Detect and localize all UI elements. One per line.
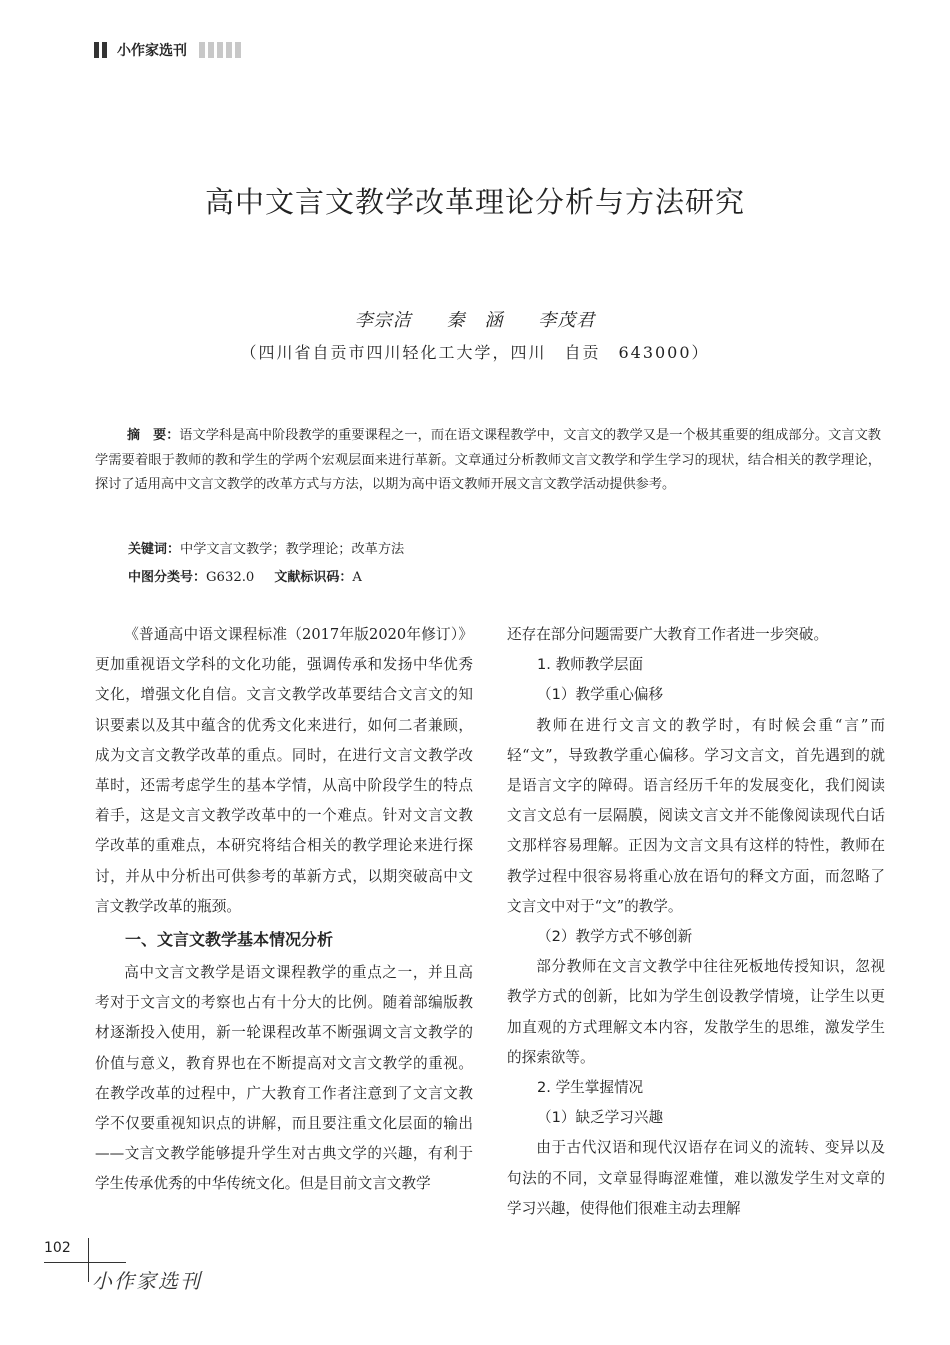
author-2: 秦 涵 [446,310,504,331]
keywords-label: 关键词： [128,542,181,557]
footer-rule [44,1262,126,1263]
subsection-1-2-paragraph: 部分教师在文言文教学中往往死板地传授知识，忽视教学方式的创新，比如为学生创设教学情境，让学生以更加直观的方式理解文本内容，发散学生的思维，激发学生的探索欲等。 [507,958,885,1066]
affiliation: （四川省自贡市四川轻化工大学，四川 自贡 643000） [240,343,710,362]
footer-logo: 小作家选刊 [92,1269,202,1293]
keywords [128,538,404,557]
header-light-bars [199,42,241,58]
keywords-text: 中学文言文教学；教学理论；改革方法 [180,542,405,557]
continuation-paragraph: 还存在部分问题需要广大教育工作者进一步突破。 [507,626,829,643]
author-1: 李宗洁 [354,310,412,331]
abstract [95,424,881,498]
author-list [0,306,950,332]
left-column [95,620,473,1200]
clc-value: G632.0 [206,570,255,585]
footer-vertical-rule [88,1238,89,1282]
page-number: 102 [44,1240,71,1256]
section-1-heading: 一、文言文教学基本情况分析 [125,930,334,950]
header-dark-bars [94,42,107,58]
doc-code-value: A [352,570,362,585]
abstract-label: 摘 要： [127,428,180,443]
classification [128,566,362,585]
running-header [94,40,241,60]
subsection-1-heading: 1. 教师教学层面 [537,656,644,674]
section-1-paragraph: 高中文言文教学是语文课程教学的重点之一，并且高考对于文言文的考察也占有十分大的比例。随着部编版教材逐渐投入使用，新一轮课程改革不断强调文言文教学的价值与意义，教育界也在不断提高对文言文教学的重视。在教学改革的过程中，广大教育工作者注意到了文言文教学不仅要重视知识点的讲解，而且要注重文化层面的输出——文言文教学能够提升学生对古典文学的兴趣，有利于学生传承优秀的中华传统文化。但是目前文言文教学 [95,964,473,1193]
article-title: 高中文言文教学改革理论分析与方法研究 [204,185,745,219]
journal-name: 小作家选刊 [117,43,187,59]
subsection-1-1-paragraph: 教师在进行文言文的教学时，有时候会重“言”而轻“文”，导致教学重心偏移。学习文言文，首先遇到的就是语言文字的障碍。语言经历千年的发展变化，我们阅读文言文总有一层隔膜，阅读文言文并不能像阅读现代白话文那样容易理解。正因为文言文具有这样的特性，教师在教学过程中很容易将重心放在语句的释文方面，而忽略了文言文中对于“文”的教学。 [507,716,885,915]
clc-label: 中图分类号： [128,570,207,585]
subsection-1-1-heading: （1）教学重心偏移 [537,686,664,704]
author-3: 李茂君 [538,310,596,331]
doc-code-label: 文献标识码： [274,570,353,585]
intro-paragraph: 《普通高中语文课程标准（2017年版2020年修订）》更加重视语文学科的文化功能，强调传承和发扬中华优秀文化，增强文化自信。文言文教学改革要结合文言文的知识要素以及其中蕴含的优秀文化来进行，如何二者兼顾，成为文言文教学改革的重点。同时，在进行文言文教学改革时，还需考虑学生的基本学情，从高中阶段学生的特点着手，这是文言文教学改革中的一个难点。针对文言文教学改革的重难点，本研究将结合相关的教学理论来进行探讨，并从中分析出可供参考的革新方式，以期突破高中文言文教学改革的瓶颈。 [95,626,473,915]
subsection-2-1-heading: （1）缺乏学习兴趣 [537,1109,664,1127]
abstract-text: 语文学科是高中阶段教学的重要课程之一，而在语文课程教学中，文言文的教学又是一个极其重要的组成部分。文言文教学需要着眼于教师的教和学生的学两个宏观层面来进行革新。文章通过分析教师文言文教学和学生学习的现状，结合相关的教学理论，探讨了适用高中文言文教学的改革方式与方法，以期为高中语文教师开展文言文教学活动提供参考。 [95,428,881,492]
subsection-1-2-heading: （2）教学方式不够创新 [537,928,693,946]
subsection-2-heading: 2. 学生掌握情况 [537,1079,644,1097]
subsection-2-1-paragraph: 由于古代汉语和现代汉语存在词义的流转、变异以及句法的不同，文章显得晦涩难懂，难以激发学生对文章的学习兴趣，使得他们很难主动去理解 [507,1139,885,1217]
right-column [507,620,885,1224]
